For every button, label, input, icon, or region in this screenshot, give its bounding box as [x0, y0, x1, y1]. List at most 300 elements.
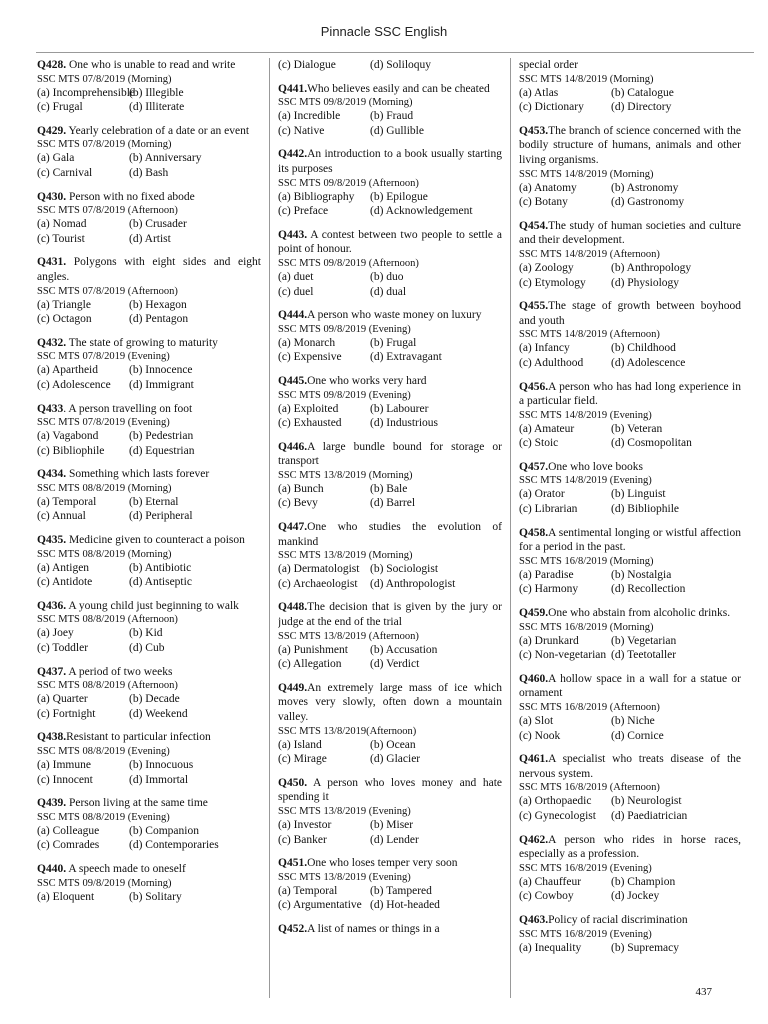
question-number: Q446.: [278, 440, 308, 453]
question-stem: A specialist who treats disease of the nervous system.: [519, 753, 741, 780]
option: (a) Exploited: [278, 402, 339, 415]
option: (d) Adolescence: [611, 356, 686, 369]
options-grid: [37, 363, 261, 392]
option: (c) Antidote: [37, 576, 93, 589]
option: (a) Bibliography: [278, 190, 355, 203]
options-grid: [37, 151, 261, 180]
question-block: [278, 228, 502, 299]
question-block: [519, 299, 741, 370]
option: (c) Allegation: [278, 658, 342, 671]
question-number: Q447.: [278, 521, 308, 534]
option: (a) Atlas: [519, 86, 559, 99]
question-number: Q434.: [37, 468, 67, 481]
exam-source: SSC MTS 07/8/2019 (Morning): [37, 139, 172, 151]
option: (b) Astronomy: [611, 181, 679, 194]
exam-source: SSC MTS 14/8/2019 (Evening): [519, 475, 652, 487]
options-grid: [37, 824, 261, 853]
question-text: [37, 467, 261, 482]
question-number: Q459.: [519, 607, 549, 620]
option: (b) Decade: [129, 693, 180, 706]
page-number: 437: [695, 986, 712, 998]
question-text: [37, 533, 261, 548]
option: (b) Pedestrian: [129, 430, 194, 443]
options-grid: [519, 875, 741, 904]
option: (c) Adolescence: [37, 378, 111, 391]
question-stem: One who works very hard: [307, 374, 427, 387]
option: (b) Accusation: [370, 643, 438, 656]
option: (b) Bale: [370, 482, 408, 495]
question-block: [519, 460, 741, 517]
option: (d) Acknowledgement: [370, 205, 473, 218]
option: (d) Hot-headed: [370, 899, 440, 912]
question-stem: A list of names or things in a: [307, 922, 440, 935]
exam-source: SSC MTS 09/8/2019 (Morning): [278, 97, 413, 109]
option: (a) Slot: [519, 715, 554, 727]
option: (d) Cornice: [611, 729, 664, 742]
question-stem: One who abstain from alcoholic drinks.: [548, 607, 731, 620]
question-number: Q429.: [37, 124, 67, 137]
option: (b) Miser: [370, 818, 414, 831]
option: (c) Annual: [37, 510, 86, 523]
option: (d) Jockey: [611, 890, 660, 903]
question-number: Q460.: [519, 672, 549, 685]
options-grid: [278, 270, 502, 299]
option: (a) Joey: [37, 627, 74, 640]
exam-source: SSC MTS 07/8/2019 (Evening): [37, 351, 170, 363]
option: (a) duet: [278, 270, 314, 283]
question-text: special order: [519, 59, 579, 71]
option: (b) Epilogue: [370, 190, 428, 203]
option: (a) Immune: [37, 759, 91, 771]
question-stem: The study of human societies and culture and their development.: [519, 219, 741, 247]
options-grid: [519, 422, 741, 451]
question-number: Q440.: [37, 862, 67, 875]
exam-source: SSC MTS 09/8/2019 (Evening): [278, 323, 411, 335]
column-1: [37, 58, 261, 1008]
option: (d) Gastronomy: [611, 196, 685, 209]
question-text: [519, 606, 741, 621]
option: (d) Weekend: [129, 707, 188, 720]
question-stem: Who believes easily and can be cheated: [307, 82, 490, 95]
option: (a) Incomprehensible: [37, 86, 136, 99]
option: (b) Catalogue: [611, 86, 674, 99]
question-block: [37, 533, 261, 590]
question-stem: One who loses temper very soon: [307, 857, 458, 870]
exam-source: SSC MTS 16/8/2019 (Afternoon): [519, 702, 660, 713]
question-text: [278, 440, 502, 469]
exam-source: SSC MTS 13/8/2019 (Evening): [278, 805, 411, 817]
option: (d) Bibliophile: [611, 503, 680, 516]
question-stem: A person who waste money on luxury: [307, 309, 482, 322]
option: (a) Colleague: [37, 824, 100, 837]
options-grid: [278, 818, 502, 847]
question-block: [37, 862, 261, 904]
options-grid: [278, 482, 502, 511]
option: (d) Recollection: [611, 583, 686, 596]
option: (a) Paradise: [519, 568, 574, 581]
options-grid: [278, 336, 502, 365]
option: (a) Punishment: [278, 643, 348, 656]
question-block: [519, 606, 741, 663]
question-number: Q438.: [37, 731, 67, 744]
option: (a) Temporal: [278, 884, 338, 897]
question-stem: An introduction to a book usually starting its purposes: [278, 148, 502, 175]
option: (b) Ocean: [370, 738, 416, 751]
question-text: [519, 526, 741, 555]
question-text: [278, 82, 502, 97]
option: (c) Gynecologist: [519, 809, 596, 822]
option: (d) Anthropologist: [370, 577, 456, 590]
question-block: [278, 147, 502, 218]
exam-source: SSC MTS 13/8/2019 (Evening): [278, 871, 411, 883]
exam-source: SSC MTS 09/8/2019 (Afternoon): [278, 257, 419, 269]
option: (c) Innocent: [37, 773, 93, 786]
option: (c) Bibliophile: [37, 444, 105, 457]
option: (d) Cosmopolitan: [611, 437, 692, 450]
option: (b) Vegetarian: [611, 634, 677, 647]
question-text: [37, 336, 261, 351]
option: (a) Vagabond: [37, 430, 99, 443]
question-block: [278, 600, 502, 671]
question-stem: A contest between two people to settle a point of honour.: [278, 228, 502, 256]
option: (c) Dictionary: [519, 101, 584, 114]
option: (b) Supremacy: [611, 941, 680, 954]
option: (c) Archaeologist: [278, 577, 358, 590]
question-number: Q435.: [37, 534, 67, 547]
option: (c) Mirage: [278, 753, 327, 766]
option: (c) Botany: [519, 196, 568, 209]
question-number: Q454.: [519, 219, 549, 232]
exam-source: SSC MTS 13/8/2019 (Afternoon): [278, 630, 419, 642]
options-grid: [519, 634, 741, 663]
option: (b) Frugal: [370, 336, 417, 349]
exam-source: SSC MTS 08/8/2019 (Morning): [37, 482, 172, 494]
question-stem: Resistant to particular infection: [66, 731, 211, 744]
option: (b) Linguist: [611, 488, 666, 501]
exam-source: SSC MTS 13/8/2019 (Morning): [278, 550, 413, 562]
option: (c) Expensive: [278, 351, 342, 364]
question-number: Q428.: [37, 59, 67, 71]
option: (a) Incredible: [278, 110, 341, 123]
question-text: [37, 862, 261, 877]
question-text: [37, 124, 261, 139]
question-text: [37, 58, 261, 73]
option: (d) Teetotaller: [611, 649, 677, 662]
question-block: [37, 665, 261, 722]
exam-source: SSC MTS 16/8/2019 (Evening): [519, 928, 652, 940]
option: (a) Gala: [37, 152, 75, 165]
question-block: [278, 374, 502, 431]
options-grid: [278, 884, 502, 913]
option: (d) Extravagant: [370, 351, 442, 364]
option: (b) Niche: [611, 715, 655, 727]
question-stem: A person who loves money and hate spending it: [278, 776, 502, 804]
option: (a) Infancy: [519, 342, 570, 355]
option: (b) duo: [370, 270, 404, 283]
option: (d) Illiterate: [129, 101, 185, 114]
option: (a) Chauffeur: [519, 875, 582, 888]
options-grid: [519, 86, 741, 115]
question-block: [519, 752, 741, 823]
question-number: Q432.: [37, 336, 67, 349]
question-number: Q436.: [37, 599, 67, 612]
exam-source: SSC MTS 13/8/2019 (Morning): [278, 469, 413, 481]
question-block: [519, 124, 741, 210]
option: (d) Industrious: [370, 417, 439, 430]
option: (d) Glacier: [370, 753, 421, 766]
exam-source: SSC MTS 14/8/2019 (Afternoon): [519, 329, 660, 341]
option: (a) Nomad: [37, 218, 87, 231]
question-number: Q461.: [519, 753, 549, 766]
option: (a) Drunkard: [519, 634, 579, 647]
options-grid: [37, 626, 261, 655]
question-text: [37, 665, 261, 680]
question-block: [519, 672, 741, 743]
question-number: Q433: [37, 402, 64, 415]
exam-source: SSC MTS 16/8/2019 (Afternoon): [519, 782, 660, 794]
question-stem: The decision that is given by the jury or judge at the end of the trial: [278, 601, 502, 629]
exam-source: SSC MTS 14/8/2019 (Evening): [519, 409, 652, 421]
question-number: Q444.: [278, 309, 308, 322]
question-block: [278, 82, 502, 139]
option: (d) Physiology: [611, 276, 680, 289]
question-text: [519, 460, 741, 475]
exam-source: SSC MTS 07/8/2019 (Afternoon): [37, 205, 178, 217]
question-text: [278, 520, 502, 549]
question-stem: A speech made to oneself: [66, 862, 186, 875]
question-block: [278, 308, 502, 365]
question-text: [278, 681, 502, 725]
options-grid: [37, 692, 261, 721]
question-stem: A sentimental longing or wistful affection for a period in the past.: [519, 526, 741, 554]
question-text: [519, 380, 741, 409]
option: (c) Stoic: [519, 437, 559, 450]
options-grid: [37, 86, 261, 115]
question-text: [278, 856, 502, 871]
option: (b) Antibiotic: [129, 561, 192, 574]
option: (a) Triangle: [37, 298, 91, 311]
option: (c) Non-vegetarian: [519, 649, 607, 662]
option: (b) Fraud: [370, 110, 414, 123]
page-title: Pinnacle SSC English: [320, 24, 448, 39]
option: (c) Fortnight: [37, 707, 96, 720]
exam-source: SSC MTS 08/8/2019 (Evening): [37, 811, 170, 823]
option: (b) Sociologist: [370, 563, 439, 576]
exam-source: SSC MTS 09/8/2019 (Evening): [278, 389, 411, 401]
option: (b) Innocence: [129, 364, 193, 377]
option: (a) Island: [278, 738, 322, 751]
options-grid: [37, 298, 261, 327]
question-stem: Policy of racial discrimination: [548, 913, 688, 926]
question-text: [37, 190, 261, 205]
question-text: [519, 672, 741, 701]
question-continuation: [278, 58, 502, 73]
option: (c) Banker: [278, 833, 327, 846]
option: (a) Monarch: [278, 336, 336, 349]
question-block: [278, 440, 502, 511]
options-grid: [519, 941, 741, 956]
question-number: Q448.: [278, 601, 308, 614]
option: (d) Paediatrician: [611, 809, 688, 822]
question-block: [519, 526, 741, 597]
question-block: [519, 833, 741, 904]
question-stem: Yearly celebration of a date or an event: [66, 124, 250, 137]
question-number: Q458.: [519, 526, 549, 539]
option: (d) Equestrian: [129, 444, 195, 457]
question-text: [278, 147, 502, 176]
option: (c) Cowboy: [519, 890, 574, 903]
exam-source: SSC MTS 14/8/2019 (Morning): [519, 168, 654, 180]
question-number: Q456.: [519, 380, 549, 393]
question-number: Q463.: [519, 913, 549, 926]
exam-source: SSC MTS 07/8/2019 (Evening): [37, 417, 170, 429]
question-block: [37, 336, 261, 393]
option: (b) Illegible: [129, 86, 184, 99]
option: (d) dual: [370, 285, 407, 298]
question-block: [37, 730, 261, 787]
options-grid: [519, 714, 741, 743]
option: (d) Cub: [129, 642, 165, 655]
option: (c) Tourist: [37, 232, 85, 245]
options-grid: [519, 341, 741, 370]
options-grid: [37, 758, 261, 787]
option: (c) Toddler: [37, 642, 89, 655]
options-grid: [37, 217, 261, 246]
option: (b) Childhood: [611, 342, 676, 355]
option: (d) Bash: [129, 166, 169, 179]
option: (b) Hexagon: [129, 298, 187, 311]
option: (a) Quarter: [37, 693, 88, 706]
option: (c) Adulthood: [519, 356, 584, 369]
question-block: [37, 402, 261, 459]
options-grid: [37, 495, 261, 524]
question-stem: A period of two weeks: [66, 665, 173, 678]
option: (c) Librarian: [519, 503, 578, 516]
options-grid: [278, 109, 502, 138]
option: (b) Veteran: [611, 422, 663, 435]
column-2: [278, 58, 502, 1008]
question-block: [37, 255, 261, 326]
option: (a) Apartheid: [37, 364, 98, 377]
options-grid: [519, 568, 741, 597]
option: (a) Eloquent: [37, 890, 95, 903]
question-text: [37, 796, 261, 811]
option: (d) Lender: [370, 833, 419, 846]
option: (a) Dermatologist: [278, 563, 360, 576]
options-grid: [519, 181, 741, 210]
question-stem: The stage of growth between boyhood and youth: [519, 300, 741, 327]
option: (a) Anatomy: [519, 181, 577, 194]
question-text: [278, 308, 502, 323]
option: (c) Carnival: [37, 166, 93, 179]
question-text: [37, 255, 261, 284]
question-block: [278, 520, 502, 591]
exam-source: SSC MTS 08/8/2019 (Afternoon): [37, 614, 178, 626]
exam-source: SSC MTS 07/8/2019 (Afternoon): [37, 285, 178, 297]
question-number: Q430.: [37, 190, 67, 203]
question-number: Q441.: [278, 82, 308, 95]
question-block: [278, 922, 502, 937]
exam-source: SSC MTS 14/8/2019 (Afternoon): [519, 248, 660, 260]
option: (d) Barrel: [370, 497, 416, 510]
options-grid: [37, 890, 261, 905]
option: (d) Immigrant: [129, 378, 194, 391]
option: (b) Tampered: [370, 884, 432, 897]
column-divider: [269, 58, 270, 998]
question-number: Q431.: [37, 256, 67, 269]
option: (a) Temporal: [37, 495, 97, 508]
exam-source: SSC MTS 16/8/2019 (Evening): [519, 862, 652, 874]
option: (c) Nook: [519, 729, 561, 742]
option: (d) Immortal: [129, 773, 189, 786]
exam-source: SSC MTS 08/8/2019 (Evening): [37, 746, 170, 757]
option: (a) Antigen: [37, 561, 90, 574]
question-text: [519, 124, 741, 168]
exam-source: SSC MTS 08/8/2019 (Afternoon): [37, 680, 178, 692]
exam-source: SSC MTS 09/8/2019 (Morning): [37, 877, 172, 889]
question-number: Q449.: [278, 681, 308, 694]
question-block: [37, 599, 261, 656]
question-text: [278, 228, 502, 257]
question-text: [519, 833, 741, 862]
exam-source: SSC MTS 16/8/2019 (Morning): [519, 555, 654, 567]
options-grid: [278, 402, 502, 431]
option: (b) Companion: [129, 824, 199, 837]
question-block: [37, 467, 261, 524]
question-number: Q452.: [278, 922, 308, 935]
exam-source: SSC MTS 14/8/2019 (Morning): [519, 73, 654, 85]
question-number: Q453.: [519, 124, 549, 137]
option: (c) Comrades: [37, 839, 100, 852]
options-grid: [37, 429, 261, 458]
question-block: [37, 58, 261, 115]
question-stem: One who is unable to read and write: [66, 59, 236, 71]
question-number: Q442.: [278, 148, 308, 161]
exam-source: SSC MTS 16/8/2019 (Morning): [519, 621, 654, 633]
question-stem: A young child just beginning to walk: [66, 599, 239, 612]
option: (c) duel: [278, 285, 314, 298]
question-stem: Medicine given to counteract a poison: [66, 534, 245, 547]
question-continuation: [519, 58, 741, 115]
question-text: [519, 299, 741, 328]
question-block: [519, 219, 741, 290]
question-number: Q445.: [278, 374, 308, 387]
exam-source: SSC MTS 09/8/2019 (Afternoon): [278, 177, 419, 189]
question-text: [519, 219, 741, 248]
option: (a) Zoology: [519, 261, 574, 274]
question-text: [278, 600, 502, 629]
question-stem: One who love books: [548, 460, 643, 473]
options-grid: [519, 487, 741, 516]
question-block: [519, 913, 741, 955]
options-grid: [278, 562, 502, 591]
options-grid: [519, 261, 741, 290]
question-text: [37, 402, 261, 417]
options-grid: [278, 643, 502, 672]
question-number: Q462.: [519, 833, 549, 846]
question-stem: Something which lasts forever: [66, 468, 210, 481]
option: (a) Amateur: [519, 422, 575, 435]
question-number: Q450.: [278, 776, 308, 789]
option: (d) Antiseptic: [129, 576, 192, 589]
options-grid: [278, 738, 502, 767]
question-text: [278, 922, 502, 937]
question-number: Q439.: [37, 797, 67, 810]
question-block: [37, 796, 261, 853]
question-text: [278, 776, 502, 805]
options-grid: [278, 58, 502, 73]
option: (d) Soliloquy: [370, 59, 432, 71]
